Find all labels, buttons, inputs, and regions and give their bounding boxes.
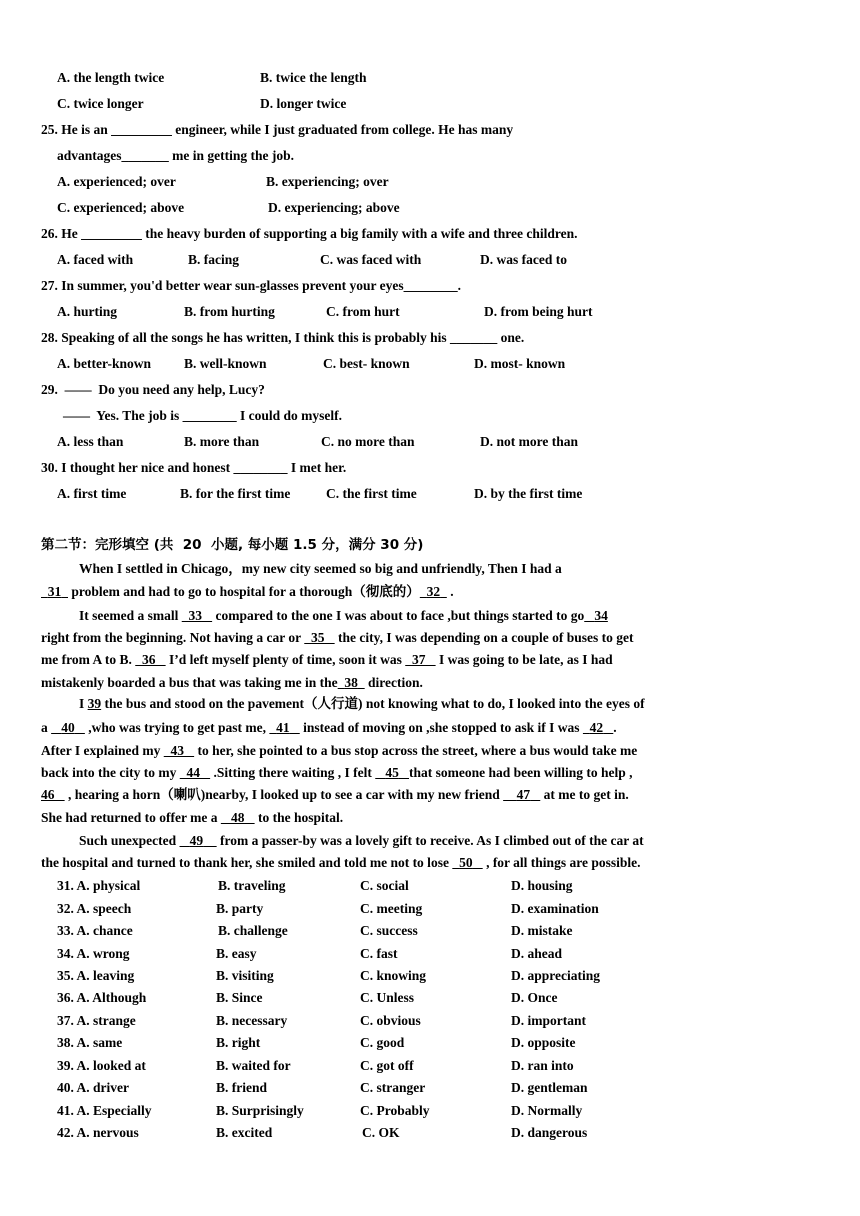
answer-31-c: C. social [360, 878, 409, 893]
answer-35-c: C. knowing [360, 968, 427, 983]
answer-36-c: C. Unless [360, 990, 415, 1005]
blank-34: 34 [594, 608, 608, 623]
answer-42-a: 42. A. nervous [57, 1125, 139, 1140]
blank-33: 33 [188, 608, 202, 623]
q29-option-c: C. no more than [321, 434, 415, 449]
blank-50: 50 [459, 855, 473, 870]
answer-35-d: D. appreciating [511, 968, 601, 983]
q25-option-c: C. experienced; above [57, 200, 185, 215]
q28-stem: 28. Speaking of all the songs he has written, I think this is probably his _______ one. [41, 330, 525, 345]
answer-38-d: D. opposite [511, 1035, 576, 1050]
blank-35: 35 [311, 630, 325, 645]
q24-option-d: D. longer twice [260, 96, 347, 111]
answer-34-c: C. fast [360, 946, 398, 961]
passage-line: me from A to B. 36 I’d left myself plenty of time, soon it was 37 I was going to be late, as I had [41, 652, 613, 667]
answer-39-d: D. ran into [511, 1058, 574, 1073]
blank-40: 40 [61, 720, 75, 735]
blank-47: 47 [516, 787, 531, 802]
q29-option-a: A. less than [57, 434, 124, 449]
blank-45: 45 [385, 765, 399, 780]
answer-35-a: 35. A. leaving [57, 968, 135, 983]
passage-line: mistakenly boarded a bus that was taking me in the 38 direction. [41, 675, 423, 690]
passage-line: 31 problem and had to go to hospital for a thorough（彻底的） 32 . [41, 584, 743, 600]
q30-stem: 30. I thought her nice and honest ________ I met her. [41, 460, 347, 475]
q29-stem-line2: —— Yes. The job is ________ I could do myself. [63, 408, 343, 423]
blank-38: 38 [344, 675, 358, 690]
q26-stem: 26. He _________ the heavy burden of supporting a big family with a wife and three children. [41, 226, 578, 241]
passage-line: back into the city to my 44 .Sitting there waiting , I felt 45 that someone had been willing to help , [41, 765, 633, 780]
q29-option-b: B. more than [184, 434, 260, 449]
q25-stem-line1: 25. He is an _________ engineer, while I just graduated from college. He has many [41, 122, 514, 137]
blank-36: 36 [142, 652, 156, 667]
answer-41-b: B. Surprisingly [216, 1103, 304, 1118]
answer-40-a: 40. A. driver [57, 1080, 129, 1095]
q27-option-d: D. from being hurt [484, 304, 593, 319]
answer-42-b: B. excited [216, 1125, 273, 1140]
answer-37-b: B. necessary [216, 1013, 288, 1028]
answer-36-b: B. Since [216, 990, 263, 1005]
answer-36-d: D. Once [511, 990, 558, 1005]
passage-line: It seemed a small 33 compared to the one I was about to face ,but things started to go 34 [79, 608, 608, 623]
answer-38-c: C. good [360, 1035, 405, 1050]
answer-33-a: 33. A. chance [57, 923, 133, 938]
blank-31: 31 [47, 584, 62, 599]
answer-33-c: C. success [360, 923, 418, 938]
passage-line: After I explained my 43 to her, she pointed to a bus stop across the street, where a bus would take me [41, 743, 638, 758]
answer-39-c: C. got off [360, 1058, 414, 1073]
answer-41-c: C. Probably [360, 1103, 430, 1118]
q25-option-d: D. experiencing; above [268, 200, 400, 215]
passage-line: She had returned to offer me a 48 to the hospital. [41, 810, 344, 825]
q30-option-d: D. by the first time [474, 486, 583, 501]
answer-38-b: B. right [216, 1035, 261, 1050]
blank-39: 39 [87, 696, 102, 711]
q27-stem: 27. In summer, you'd better wear sun-glasses prevent your eyes________. [41, 278, 462, 293]
answer-33-d: D. mistake [511, 923, 573, 938]
q24-option-b: B. twice the length [260, 70, 367, 85]
answer-31-b: B. traveling [218, 878, 286, 893]
blank-46: 46 [41, 787, 55, 802]
q28-option-c: C. best- known [323, 356, 410, 371]
passage-line: When I settled in Chicago，my new city seemed so big and unfriendly, Then I had a [79, 561, 562, 576]
q25-option-b: B. experiencing; over [266, 174, 389, 189]
answer-37-c: C. obvious [360, 1013, 421, 1028]
answer-32-a: 32. A. speech [57, 901, 132, 916]
passage-line: the hospital and turned to thank her, she smiled and told me not to lose 50 , for all things are possible. [41, 855, 641, 870]
q27-option-b: B. from hurting [184, 304, 275, 319]
q29-stem-line1: 29. —— Do you need any help, Lucy? [41, 382, 265, 397]
q26-option-a: A. faced with [57, 252, 134, 267]
blank-42: 42 [589, 720, 604, 735]
answer-39-b: B. waited for [216, 1058, 291, 1073]
blank-49: 49 [189, 833, 204, 848]
answer-32-b: B. party [216, 901, 264, 916]
passage-line: Such unexpected 49 from a passer-by was a lovely gift to receive. As I climbed out of the car at [79, 833, 644, 848]
answer-37-a: 37. A. strange [57, 1013, 136, 1028]
passage-line: 46 , hearing a horn（喇叭)nearby, I looked up to see a car with my new friend 47 at me to get in. [41, 787, 629, 802]
blank-43: 43 [170, 743, 184, 758]
answer-41-a: 41. A. Especially [57, 1103, 152, 1118]
answer-34-b: B. easy [216, 946, 257, 961]
q26-option-d: D. was faced to [480, 252, 567, 267]
answer-38-a: 38. A. same [57, 1035, 123, 1050]
passage-line: a 40 ,who was trying to get past me, 41 instead of moving on ,she stopped to ask if I was 42 . [41, 720, 617, 735]
q28-option-a: A. better-known [57, 356, 151, 371]
q27-option-a: A. hurting [57, 304, 118, 319]
blank-44: 44 [186, 765, 200, 780]
answer-40-c: C. stranger [360, 1080, 426, 1095]
answer-41-d: D. Normally [511, 1103, 583, 1118]
answer-32-c: C. meeting [360, 901, 423, 916]
q28-option-d: D. most- known [474, 356, 566, 371]
q28-option-b: B. well-known [184, 356, 267, 371]
answer-33-b: B. challenge [218, 923, 288, 938]
q26-option-c: C. was faced with [320, 252, 422, 267]
answer-42-d: D. dangerous [511, 1125, 588, 1140]
q24-option-c: C. twice longer [57, 96, 144, 111]
answer-31-d: D. housing [511, 878, 573, 893]
answer-36-a: 36. A. Although [57, 990, 147, 1005]
q27-option-c: C. from hurt [326, 304, 400, 319]
q25-option-a: A. experienced; over [57, 174, 176, 189]
answer-34-a: 34. A. wrong [57, 946, 130, 961]
blank-48: 48 [230, 810, 245, 825]
q24-option-a: A. the length twice [57, 70, 165, 85]
blank-32: 32 [426, 584, 441, 599]
passage-line: I 39 the bus and stood on the pavement（人行道) not knowing what to do, I looked into the eyes of [79, 696, 645, 711]
q29-option-d: D. not more than [480, 434, 579, 449]
q26-option-b: B. facing [188, 252, 240, 267]
answer-31-a: 31. A. physical [57, 878, 141, 893]
answer-39-a: 39. A. looked at [57, 1058, 146, 1073]
blank-37: 37 [411, 652, 426, 667]
answer-40-d: D. gentleman [511, 1080, 588, 1095]
blank-41: 41 [276, 720, 290, 735]
answer-42-c: C. OK [362, 1125, 400, 1140]
q30-option-a: A. first time [57, 486, 127, 501]
answer-40-b: B. friend [216, 1080, 268, 1095]
q30-option-b: B. for the first time [180, 486, 291, 501]
answer-34-d: D. ahead [511, 946, 563, 961]
answer-37-d: D. important [511, 1013, 586, 1028]
answer-35-b: B. visiting [216, 968, 274, 983]
passage-line: right from the beginning. Not having a car or 35 the city, I was depending on a couple of buses to get [41, 630, 634, 645]
section-title: 第二节：完形填空 (共 20 小题, 每小题 1.5 分，满分 30 分) [41, 537, 424, 553]
answer-32-d: D. examination [511, 901, 599, 916]
q25-stem-line2: advantages_______ me in getting the job. [57, 148, 294, 163]
q30-option-c: C. the first time [326, 486, 417, 501]
